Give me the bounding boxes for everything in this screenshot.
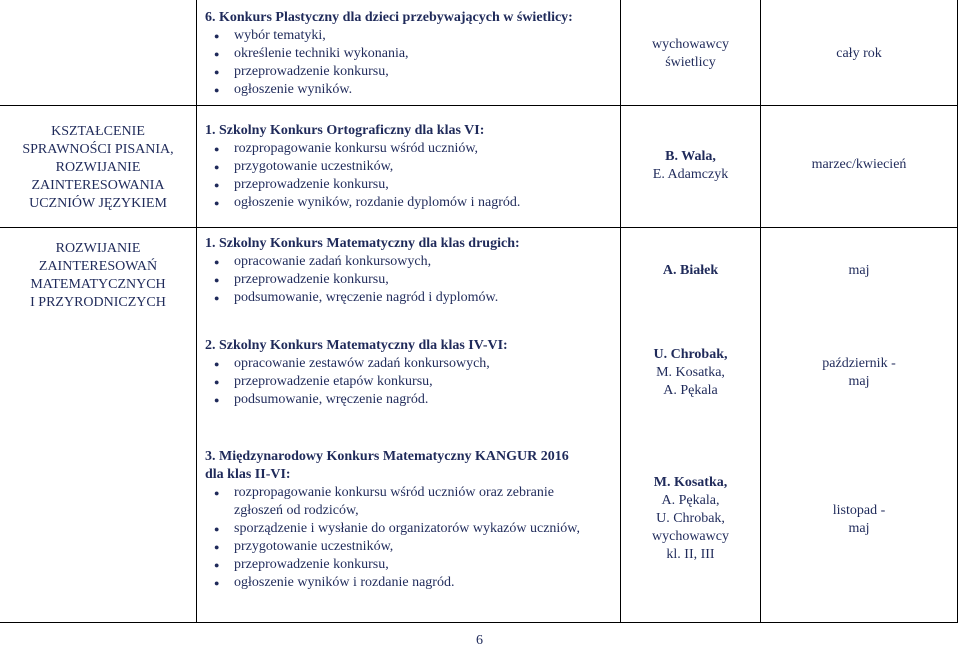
task-list	[205, 484, 617, 592]
responsible-cell: A. Białek	[662, 263, 719, 278]
task-title: 1. Szkolny Konkurs Ortograficzny dla klas VI:	[205, 123, 485, 138]
term-cell: listopad - maj	[832, 503, 886, 536]
table-row-divider	[0, 105, 958, 106]
list-item: ● przeprowadzenie etapów konkursu,	[205, 373, 617, 391]
task-list	[205, 355, 617, 409]
page-number: 6	[476, 633, 483, 648]
list-item: ● przygotowanie uczestników,	[205, 158, 617, 176]
table-row-divider	[0, 227, 958, 228]
term-cell: październik - maj	[822, 356, 896, 389]
area-cell: KSZTAŁCENIE SPRAWNOŚCI PISANIA, ROZWIJANIE ZAINTERESOWANIA UCZNIÓW JĘZYKIEM	[22, 124, 174, 211]
list-item: ● przeprowadzenie konkursu,	[205, 176, 617, 194]
table-right-border	[957, 0, 958, 622]
table-left-border	[196, 0, 197, 227]
list-item: ● ogłoszenie wyników, rozdanie dyplomów i nagród.	[205, 194, 617, 212]
list-item: ● opracowanie zestawów zadań konkursowych,	[205, 355, 617, 373]
list-item: ● opracowanie zadań konkursowych,	[205, 253, 617, 271]
list-item: ● określenie techniki wykonania,	[205, 45, 617, 63]
list-item: ● przeprowadzenie konkursu,	[205, 271, 617, 289]
list-item: ● wybór tematyki,	[205, 27, 617, 45]
list-item: ● podsumowanie, wręczenie nagród.	[205, 391, 617, 409]
list-item: ● przeprowadzenie konkursu,	[205, 556, 617, 574]
task-title: 6. Konkurs Plastyczny dla dzieci przebywających w świetlicy:	[205, 10, 573, 25]
term-cell: cały rok	[836, 46, 882, 61]
responsible-cell: U. Chrobak, M. Kosatka, A. Pękala	[653, 347, 728, 398]
table-bottom-border	[0, 622, 958, 623]
list-item: ● ogłoszenie wyników.	[205, 81, 617, 99]
responsible-cell: M. Kosatka, A. Pękala, U. Chrobak, wychowawcy kl. II, III	[652, 475, 729, 562]
task-title: 1. Szkolny Konkurs Matematyczny dla klas drugich:	[205, 236, 520, 251]
task-list	[205, 27, 617, 99]
term-cell: marzec/kwiecień	[811, 157, 907, 172]
term-cell: maj	[848, 263, 870, 278]
area-cell: ROZWIJANIE ZAINTERESOWAŃ MATEMATYCZNYCH I PRZYRODNICZYCH	[30, 241, 166, 310]
responsible-cell: wychowawcy świetlicy	[652, 37, 729, 70]
responsible-cell: B. Wala, E. Adamczyk	[652, 149, 729, 182]
task-title: 3. Międzynarodowy Konkurs Matematyczny KANGUR 2016 dla klas II-VI:	[205, 449, 569, 482]
task-list	[205, 253, 617, 307]
list-item: ● rozpropagowanie konkursu wśród uczniów,	[205, 140, 617, 158]
list-item: ● sporządzenie i wysłanie do organizatorów wykazów uczniów,	[205, 520, 617, 538]
list-item: ● przygotowanie uczestników,	[205, 538, 617, 556]
list-item: ● podsumowanie, wręczenie nagród i dyplomów.	[205, 289, 617, 307]
list-item: ● przeprowadzenie konkursu,	[205, 63, 617, 81]
task-title: 2. Szkolny Konkurs Matematyczny dla klas IV-VI:	[205, 338, 508, 353]
table-column-divider	[196, 227, 197, 622]
task-list	[205, 140, 617, 212]
list-item: ● ogłoszenie wyników i rozdanie nagród.	[205, 574, 617, 592]
list-item: ● rozpropagowanie konkursu wśród uczniów oraz zebranie zgłoszeń od rodziców,	[205, 484, 617, 520]
